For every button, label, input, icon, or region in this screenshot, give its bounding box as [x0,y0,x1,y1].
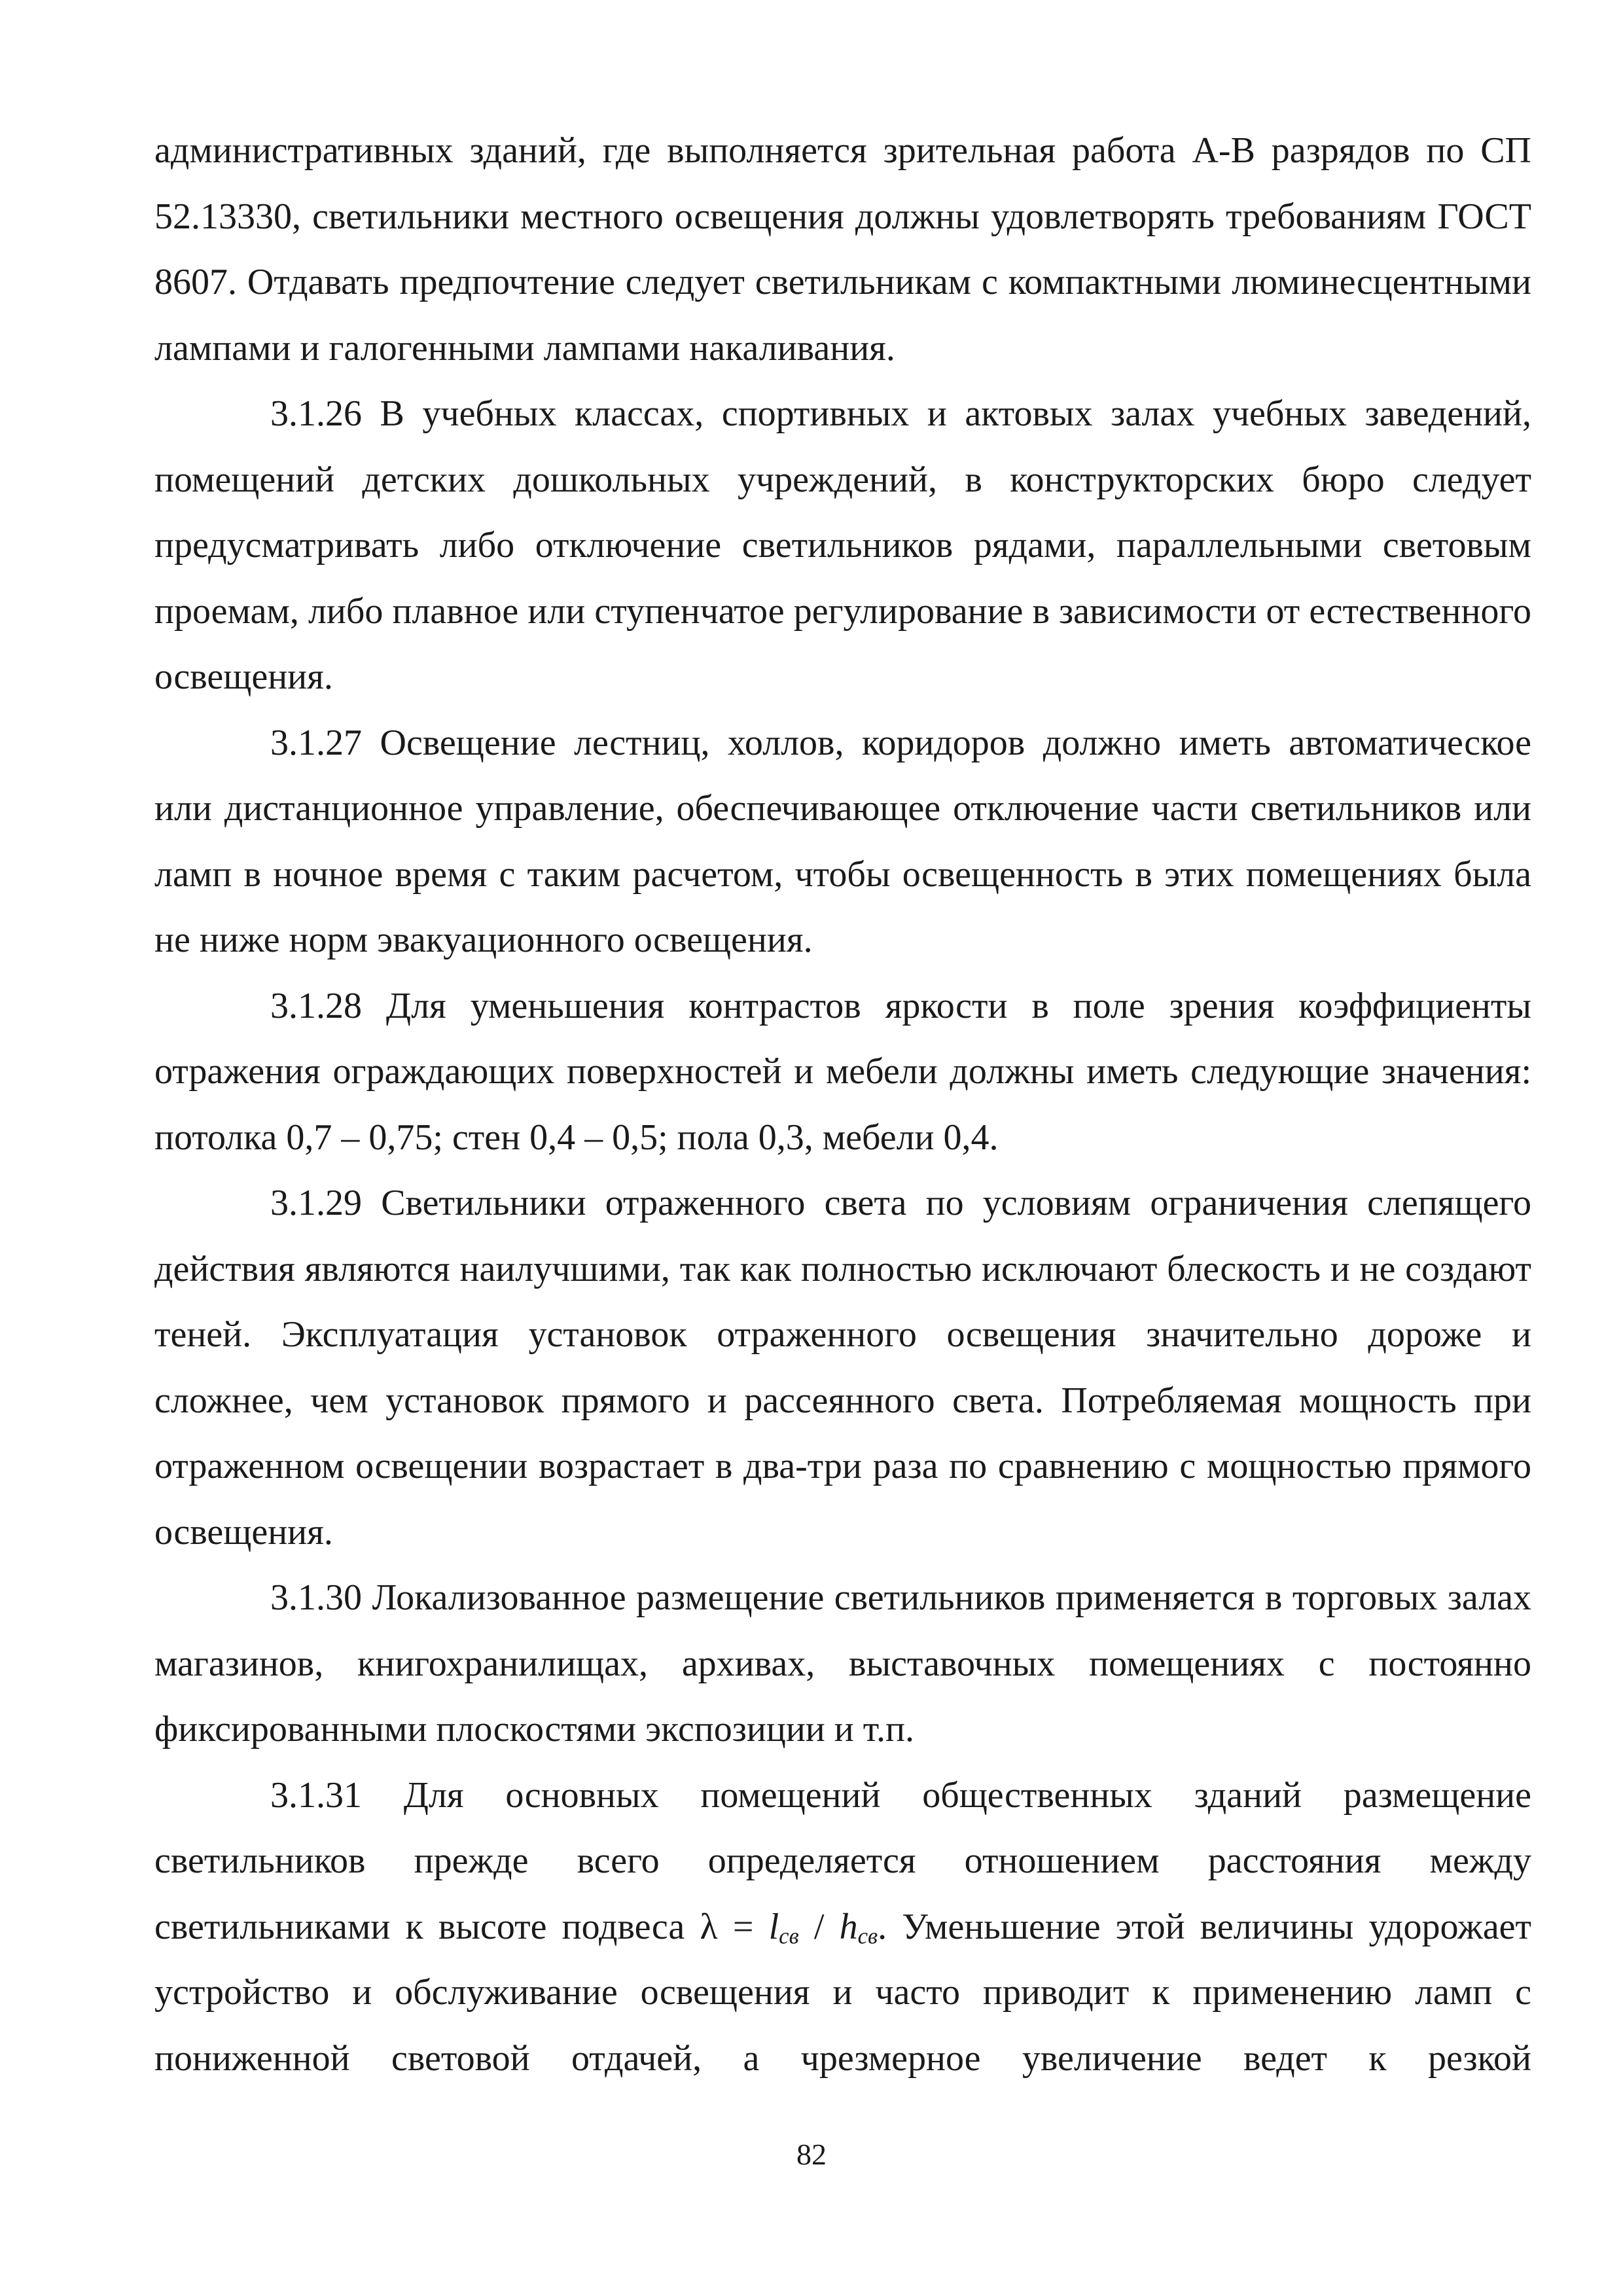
paragraph-3-1-29 [154,1170,1531,1565]
paragraph-3-1-30 [154,1565,1531,1763]
paragraph-3-1-27 [154,710,1531,973]
paragraph-continuation [154,118,1531,381]
paragraph-number: 3.1.31 [270,1774,362,1816]
formula-l: l [768,1906,779,1947]
paragraph-number: 3.1.28 [270,985,362,1026]
page-number: 82 [796,2138,827,2171]
paragraph-number: 3.1.30 [270,1577,362,1618]
paragraph-text-before-formula: Для основных помещений общественных зданий размещение светильников прежде всего определяется отношением расстояния между светильниками к высоте подвеса [154,1774,1532,1947]
paragraph-number: 3.1.27 [270,722,362,763]
formula-l-subscript: св [779,1923,799,1949]
paragraph-3-1-31 [154,1763,1531,2092]
formula-slash: / [813,1906,825,1947]
paragraph-text: Освещение лестниц, холлов, коридоров должно иметь автоматическое или дистанционное управление, обеспечивающее отключение части светильников или ламп в ночное время с таким расчетом, чтобы освещенность в этих помещениях была не ниже норм эвакуационного освещения. [154,722,1532,960]
formula-equals: = [732,1906,754,1947]
lambda-formula [700,1907,878,1947]
paragraph-text: административных зданий, где выполняется зрительная работа А-В разрядов по СП 52.13330, светильники местного освещения должны удовлетворять требованиям ГОСТ 8607. Отдавать предпочтение следует светильникам с компактными люминесцентными лампами и галогенными лампами накаливания. [154,130,1531,368]
paragraph-3-1-28 [154,973,1531,1171]
paragraph-text: Локализованное размещение светильников применяется в торговых залах магазинов, книгохранилищах, архивах, выставочных помещениях с постоянно фиксированными плоскостями экспозиции и т.п. [154,1577,1531,1749]
paragraph-3-1-26 [154,381,1531,710]
paragraph-text: Светильники отраженного света по условиям ограничения слепящего действия являются наилучшими, так как полностью исключают блескость и не создают теней. Эксплуатация установок отраженного освещения значительно дороже и сложнее, чем установок прямого и рассеянного света. Потребляемая мощность при отраженном освещении возрастает в два-три раза по сравнению с мощностью прямого освещения. [154,1183,1531,1552]
paragraph-number: 3.1.29 [270,1183,362,1223]
paragraph-number: 3.1.26 [270,393,362,434]
formula-h: h [839,1906,858,1947]
paragraph-text-after-formula: . Уменьшение этой величины удорожает устройство и обслуживание освещения и часто приводит к применению ламп с пониженной световой отдачей, а чрезмерное увеличение ведет к резкой [154,1906,1532,2079]
paragraph-text: Для уменьшения контрастов яркости в поле зрения коэффициенты отражения ограждающих поверхностей и мебели должны иметь следующие значения: потолка 0,7 – 0,75; стен 0,4 – 0,5; пола 0,3, мебели 0,4. [154,985,1532,1158]
body-text [154,118,1531,2091]
formula-h-subscript: св [857,1923,878,1949]
paragraph-text: В учебных классах, спортивных и актовых залах учебных заведений, помещений детских дошкольных учреждений, в конструкторских бюро следует предусматривать либо отключение светильников рядами, параллельными световым проемам, либо плавное или ступенчатое регулирование в зависимости от естественного освещения. [154,393,1531,697]
formula-lambda: λ [700,1906,718,1947]
